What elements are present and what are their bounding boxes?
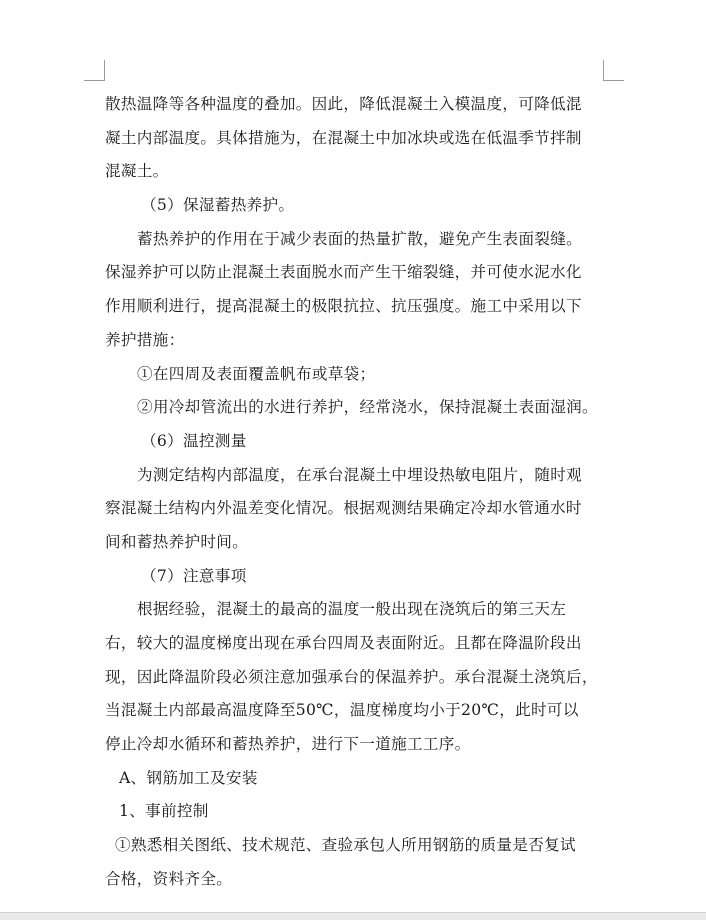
paragraph-line: 间和蓄热养护时间。 <box>105 532 249 551</box>
paragraph-line: 右，较大的温度梯度出现在承台四周及表面附近。且都在降温阶段出 <box>105 634 582 652</box>
paragraph-line: 混凝土。 <box>105 162 169 181</box>
paragraph-line: 察混凝土结构内外温差变化情况。根据观测结果确定冷却水管通水时 <box>105 499 582 518</box>
paragraph-line: 为测定结构内部温度，在承台混凝土中埋设热敏电阻片，随时观 <box>137 465 583 484</box>
paragraph-line: 凝土内部温度。具体措施为，在混凝土中加冰块或选在低温季节拌制 <box>105 128 582 147</box>
section-heading-1: 1、事前控制 <box>119 802 209 821</box>
section-heading-6: （6）温控测量 <box>141 431 247 450</box>
top-right-crop-mark <box>603 60 624 81</box>
paragraph-line: 根据经验，混凝土的最高的温度一般出现在浇筑后的第三天左 <box>137 600 567 619</box>
section-heading-a: A、钢筋加工及安装 <box>119 768 258 787</box>
list-item: ②用冷却管流出的水进行养护，经常浇水，保持混凝土表面湿润。 <box>137 398 598 417</box>
document-body <box>105 88 605 897</box>
paragraph-line: 合格，资料齐全。 <box>105 869 233 888</box>
paragraph-line: 养护措施： <box>105 330 185 349</box>
paragraph-line: 蓄热养护的作用在于减少表面的热量扩散，避免产生表面裂缝。 <box>137 229 583 248</box>
list-item: ①熟悉相关图纸、技术规范、查验承包人所用钢筋的质量是否复试 <box>115 836 576 855</box>
section-heading-7: （7）注意事项 <box>141 566 247 585</box>
paragraph-line: 保湿养护可以防止混凝土表面脱水而产生干缩裂缝，并可使水泥水化 <box>105 263 582 282</box>
top-left-crop-mark <box>84 60 105 81</box>
paragraph-line: 作用顺利进行，提高混凝土的极限抗拉、抗压强度。施工中采用以下 <box>105 297 582 316</box>
paragraph-line: 散热温降等各种温度的叠加。因此，降低混凝土入模温度，可降低混 <box>105 95 582 113</box>
paragraph-line: 当混凝土内部最高温度降至50℃，温度梯度均小于20℃，此时可以 <box>105 701 579 720</box>
paragraph-line: 停止冷却水循环和蓄热养护，进行下一道施工工序。 <box>105 735 471 754</box>
paragraph-line: 现，因此降温阶段必须注意加强承台的保温养护。承台混凝土浇筑后， <box>105 667 598 686</box>
section-heading-5: （5）保湿蓄热养护。 <box>141 196 295 215</box>
list-item: ①在四周及表面覆盖帆布或草袋； <box>137 364 376 383</box>
